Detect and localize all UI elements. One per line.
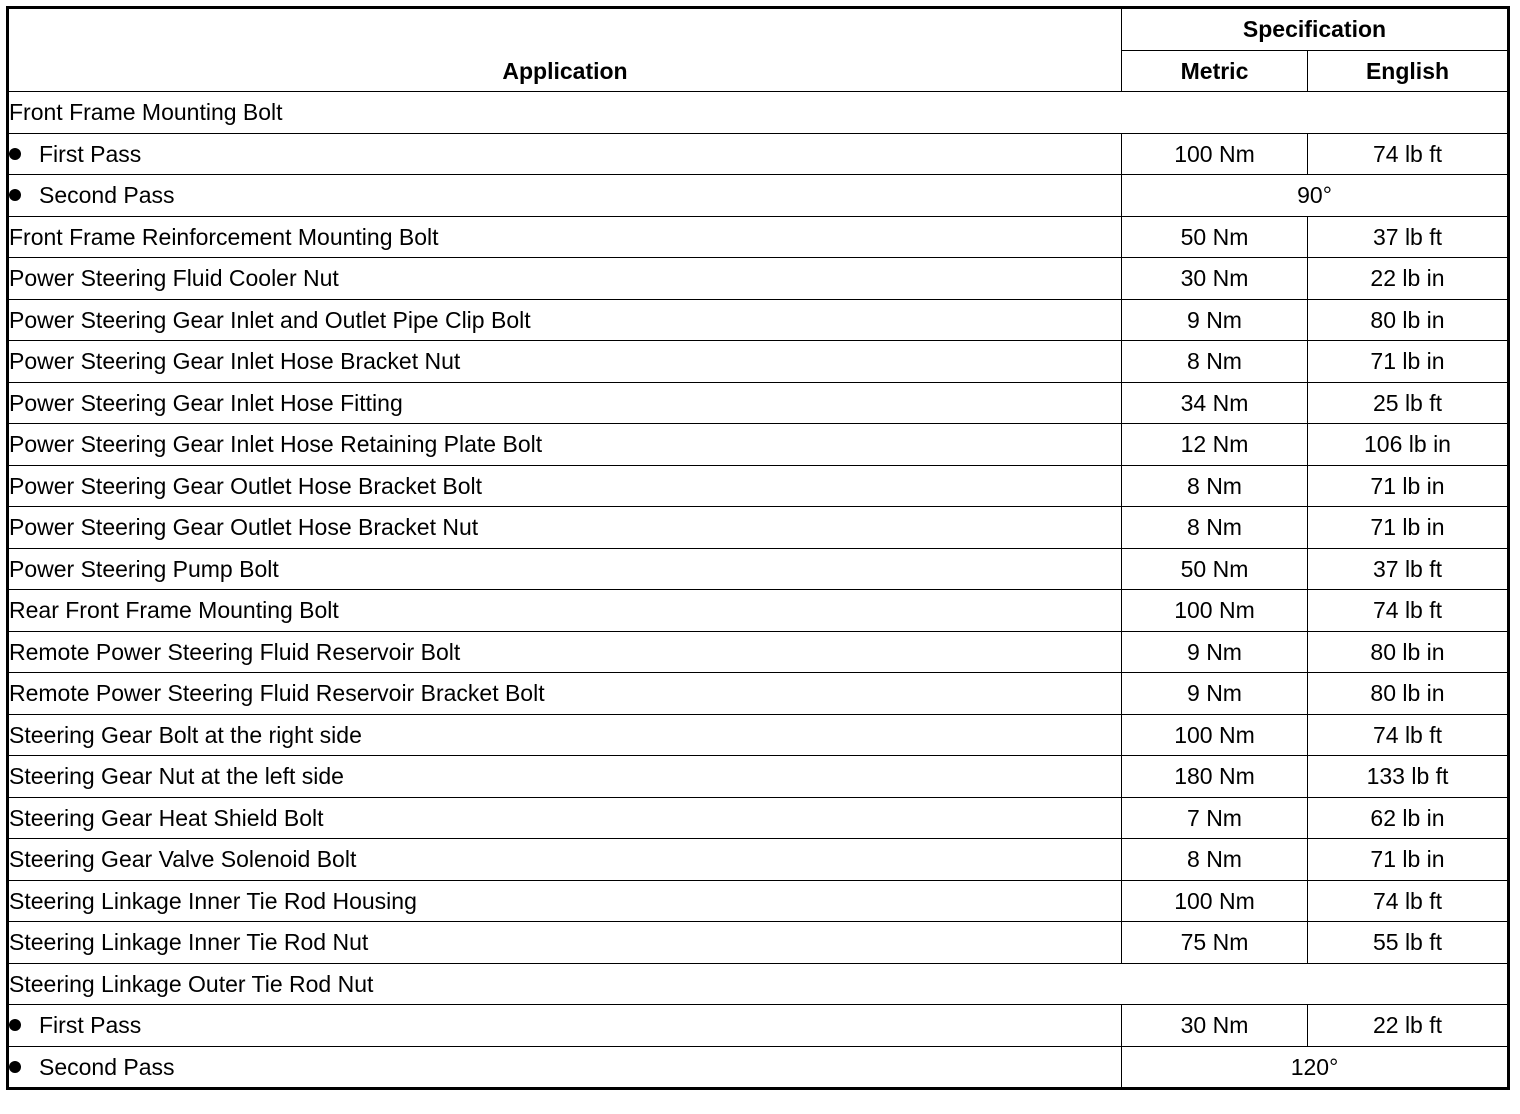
application-header: Application [8,8,1122,92]
bullet-icon [9,148,21,160]
table-row [8,216,1509,258]
table-row [8,963,1509,1005]
metric-cell: 9 Nm [1122,631,1308,673]
metric-cell: 9 Nm [1122,299,1308,341]
english-cell: 55 lb ft [1308,922,1509,964]
metric-cell: 75 Nm [1122,922,1308,964]
application-cell: Power Steering Gear Inlet Hose Fitting [8,382,1122,424]
metric-cell: 100 Nm [1122,590,1308,632]
table-row [8,92,1509,134]
group-label: Steering Linkage Outer Tie Rod Nut [8,963,1509,1005]
english-cell: 22 lb in [1308,258,1509,300]
pass-cell [8,1005,1122,1047]
english-cell: 74 lb ft [1308,133,1509,175]
english-cell: 37 lb ft [1308,216,1509,258]
metric-cell: 30 Nm [1122,1005,1308,1047]
english-cell: 71 lb in [1308,465,1509,507]
metric-header: Metric [1122,50,1308,92]
table-row [8,424,1509,466]
table-row [8,382,1509,424]
table-row [8,631,1509,673]
english-cell: 71 lb in [1308,341,1509,383]
english-cell: 25 lb ft [1308,382,1509,424]
english-cell: 74 lb ft [1308,590,1509,632]
english-cell: 74 lb ft [1308,880,1509,922]
application-cell: Rear Front Frame Mounting Bolt [8,590,1122,632]
application-cell: Remote Power Steering Fluid Reservoir Bracket Bolt [8,673,1122,715]
table-row [8,714,1509,756]
metric-cell: 8 Nm [1122,839,1308,881]
table-row [8,507,1509,549]
pass-cell [8,1046,1122,1089]
application-cell: Steering Gear Bolt at the right side [8,714,1122,756]
metric-cell: 7 Nm [1122,797,1308,839]
application-cell: Power Steering Pump Bolt [8,548,1122,590]
angle-cell: 90° [1122,175,1509,217]
specification-header: Specification [1122,8,1509,51]
table-row [8,673,1509,715]
application-cell: Steering Gear Valve Solenoid Bolt [8,839,1122,881]
pass-cell [8,133,1122,175]
pass-label: First Pass [39,140,142,167]
table-row [8,465,1509,507]
metric-cell: 30 Nm [1122,258,1308,300]
table-row [8,797,1509,839]
table-row [8,839,1509,881]
metric-cell: 180 Nm [1122,756,1308,798]
application-cell: Power Steering Fluid Cooler Nut [8,258,1122,300]
metric-cell: 8 Nm [1122,465,1308,507]
english-cell: 37 lb ft [1308,548,1509,590]
metric-cell: 8 Nm [1122,341,1308,383]
english-cell: 106 lb in [1308,424,1509,466]
application-cell: Front Frame Reinforcement Mounting Bolt [8,216,1122,258]
application-cell: Steering Gear Nut at the left side [8,756,1122,798]
group-label: Front Frame Mounting Bolt [8,92,1509,134]
table-row [8,548,1509,590]
metric-cell: 50 Nm [1122,548,1308,590]
table-row [8,922,1509,964]
application-cell: Remote Power Steering Fluid Reservoir Bolt [8,631,1122,673]
table-row [8,341,1509,383]
table-row [8,590,1509,632]
application-cell: Steering Linkage Inner Tie Rod Nut [8,922,1122,964]
english-header: English [1308,50,1509,92]
english-cell: 133 lb ft [1308,756,1509,798]
bullet-icon [9,1061,21,1073]
bullet-icon [9,189,21,201]
table-header [8,8,1509,92]
table-row [8,258,1509,300]
english-cell: 71 lb in [1308,839,1509,881]
table-row [8,133,1509,175]
metric-cell: 100 Nm [1122,880,1308,922]
application-cell: Steering Linkage Inner Tie Rod Housing [8,880,1122,922]
metric-cell: 12 Nm [1122,424,1308,466]
metric-cell: 8 Nm [1122,507,1308,549]
angle-cell: 120° [1122,1046,1509,1089]
pass-cell [8,175,1122,217]
english-cell: 80 lb in [1308,673,1509,715]
application-cell: Power Steering Gear Inlet Hose Bracket Nut [8,341,1122,383]
application-cell: Steering Gear Heat Shield Bolt [8,797,1122,839]
english-cell: 22 lb ft [1308,1005,1509,1047]
application-cell: Power Steering Gear Inlet Hose Retaining Plate Bolt [8,424,1122,466]
english-cell: 74 lb ft [1308,714,1509,756]
pass-label: First Pass [39,1012,142,1039]
table-row [8,175,1509,217]
table-row [8,299,1509,341]
english-cell: 80 lb in [1308,631,1509,673]
pass-label: Second Pass [39,1053,175,1080]
torque-spec-table [6,6,1510,1090]
table-row [8,1046,1509,1089]
table-row [8,1005,1509,1047]
english-cell: 80 lb in [1308,299,1509,341]
metric-cell: 34 Nm [1122,382,1308,424]
english-cell: 62 lb in [1308,797,1509,839]
metric-cell: 100 Nm [1122,133,1308,175]
table-row [8,880,1509,922]
table-body [8,92,1509,1089]
application-cell: Power Steering Gear Outlet Hose Bracket Bolt [8,465,1122,507]
application-cell: Power Steering Gear Inlet and Outlet Pipe Clip Bolt [8,299,1122,341]
table-row [8,756,1509,798]
metric-cell: 50 Nm [1122,216,1308,258]
english-cell: 71 lb in [1308,507,1509,549]
metric-cell: 9 Nm [1122,673,1308,715]
pass-label: Second Pass [39,182,175,209]
bullet-icon [9,1019,21,1031]
metric-cell: 100 Nm [1122,714,1308,756]
application-cell: Power Steering Gear Outlet Hose Bracket Nut [8,507,1122,549]
